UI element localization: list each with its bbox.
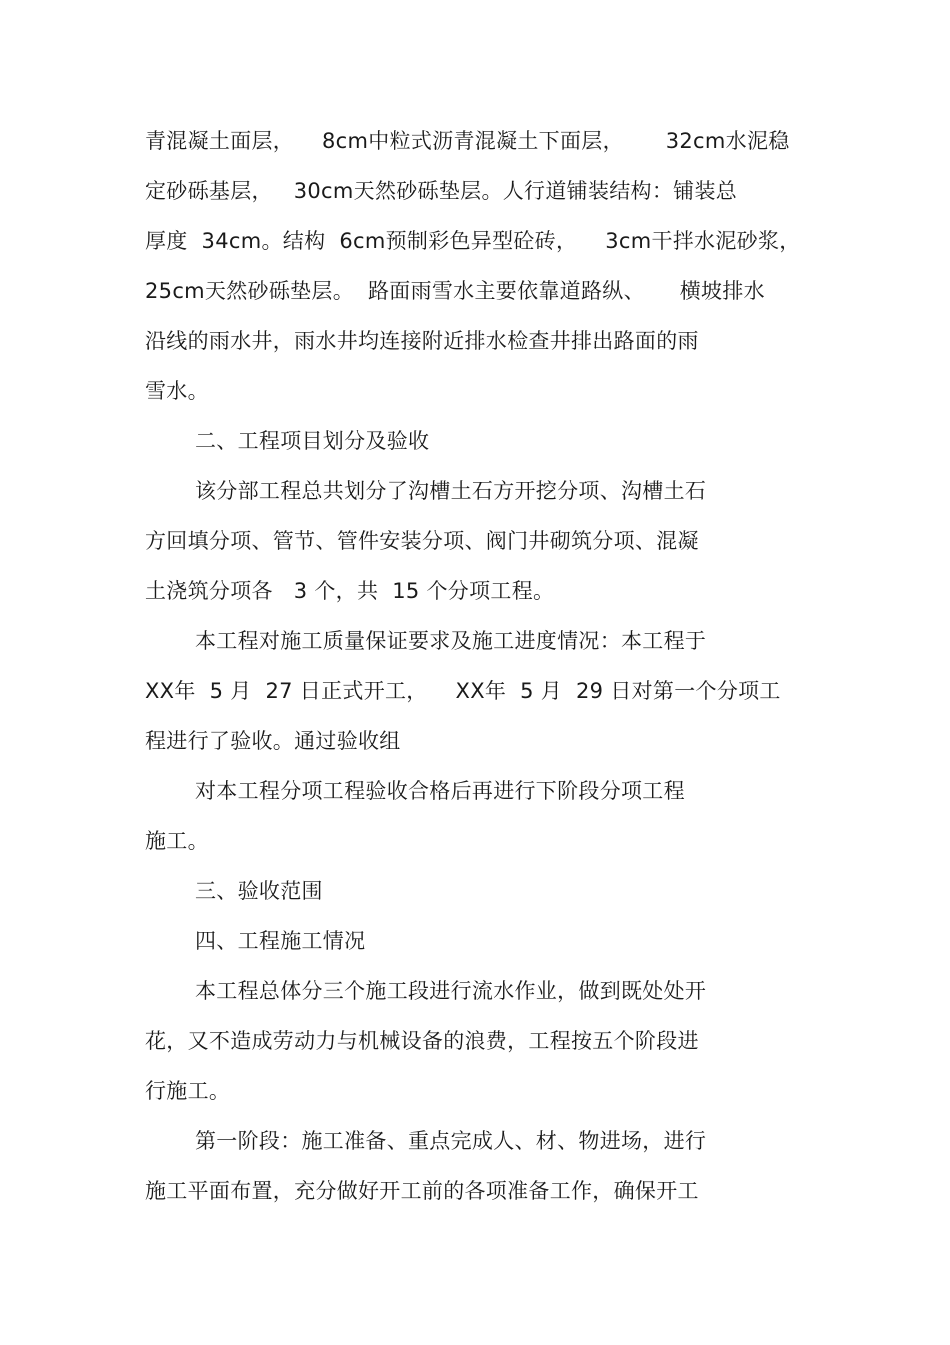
text-line: 本工程总体分三个施工段进行流水作业，做到既处处开 [195, 979, 707, 1003]
text-line: 方回填分项、管节、管件安装分项、阀门井砌筑分项、混凝 [145, 529, 699, 553]
text-line: 本工程对施工质量保证要求及施工进度情况：本工程于 [195, 629, 707, 653]
text-line: 土浇筑分项各 3 个，共 15 个分项工程。 [145, 579, 555, 603]
text-line: 25cm天然砂砾垫层。 路面雨雪水主要依靠道路纵、 横坡排水 [145, 279, 765, 303]
text-line: 程进行了验收。通过验收组 [145, 729, 401, 753]
text-line: 定砂砾基层， 30cm天然砂砾垫层。人行道铺装结构：铺装总 [145, 179, 738, 203]
text-line: XX年 5 月 27 日正式开工， XX年 5 月 29 日对第一个分项工 [145, 679, 781, 703]
text-line: 青混凝土面层， 8cm中粒式沥青混凝土下面层， 32cm水泥稳 [145, 129, 790, 153]
text-line: 花，又不造成劳动力与机械设备的浪费，工程按五个阶段进 [145, 1029, 699, 1053]
text-line: 第一阶段：施工准备、重点完成人、材、物进场，进行 [195, 1129, 707, 1153]
text-line: 厚度 34cm。结构 6cm预制彩色异型砼砖， 3cm干拌水泥砂浆， [145, 229, 801, 253]
text-line: 对本工程分项工程验收合格后再进行下阶段分项工程 [195, 779, 685, 803]
section-heading: 四、工程施工情况 [195, 929, 366, 953]
section-heading: 三、验收范围 [195, 879, 323, 903]
text-line: 沿线的雨水井，雨水井均连接附近排水检查井排出路面的雨 [145, 329, 699, 353]
text-line: 行施工。 [145, 1079, 231, 1103]
text-line: 施工平面布置，充分做好开工前的各项准备工作，确保开工 [145, 1179, 699, 1203]
text-line: 该分部工程总共划分了沟槽土石方开挖分项、沟槽土石 [195, 479, 707, 503]
text-line: 施工。 [145, 829, 209, 853]
text-line: 雪水。 [145, 379, 209, 403]
section-heading: 二、工程项目划分及验收 [195, 429, 430, 453]
